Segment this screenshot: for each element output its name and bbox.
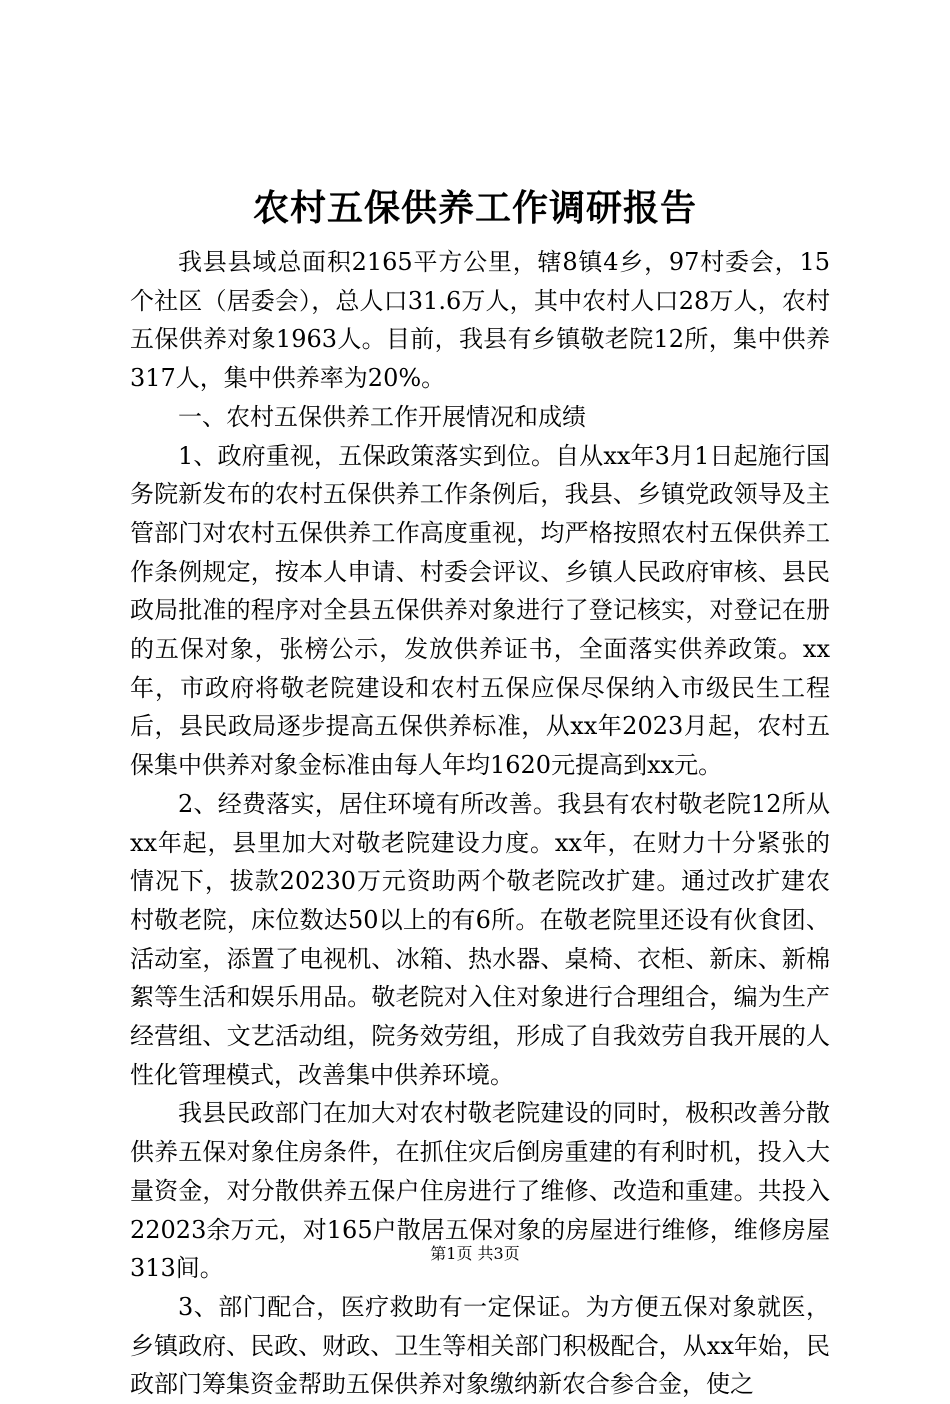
paragraph-housing-repair: 我县民政部门在加大对农村敬老院建设的同时，极积改善分散供养五保对象住房条件，在抓住灾后倒房重建的有利时机，投入大量资金，对分散供养五保户住房进行了维修、改造和重建。共投入22023余万元，对165户散居五保对象的房屋进行维修，维修房屋313间。 (130, 1099, 830, 1283)
paragraph-funding-environment: 2、经费落实，居住环境有所改善。我县有农村敬老院12所从xx年起，县里加大对敬老院建设力度。xx年，在财力十分紧张的情况下，拔款20230万元资助两个敬老院改扩建。通过改扩建农村敬老院，床位数达50以上的有6所。在敬老院里还设有伙食团、活动室，添置了电视机、冰箱、热水器、桌椅、衣柜、新床、新棉絮等生活和娱乐用品。敬老院对入住对象进行合理组合，编为生产经营组、文艺活动组，院务效劳组，形成了自我效劳自我开展的人性化管理模式，改善集中供养环境。 (130, 789, 830, 1089)
document-title: 农村五保供养工作调研报告 (252, 187, 697, 229)
page-footer: 第1页 共3页 (430, 1244, 520, 1263)
paragraph-medical-assistance: 3、部门配合，医疗救助有一定保证。为方便五保对象就医，乡镇政府、民政、财政、卫生等相关部门积极配合，从xx年始，民政部门筹集资金帮助五保供养对象缴纳新农合参合金，使之 (130, 1292, 830, 1399)
section-heading-1: 一、农村五保供养工作开展情况和成绩 (178, 402, 586, 431)
paragraph-government-policy: 1、政府重视，五保政策落实到位。自从xx年3月1日起施行国务院新发布的农村五保供养工作条例后，我县、乡镇党政领导及主管部门对农村五保供养工作高度重视，均严格按照农村五保供养工作条例规定，按本人申请、村委会评议、乡镇人民政府审核、县民政局批准的程序对全县五保供养对象进行了登记核实，对登记在册的五保对象，张榜公示，发放供养证书，全面落实供养政策。xx年，市政府将敬老院建设和农村五保应保尽保纳入市级民生工程后，县民政局逐步提高五保供养标准，从xx年2023月起，农村五保集中供养对象金标准由每人年均1620元提高到xx元。 (130, 441, 830, 780)
paragraph-overview: 我县县域总面积2165平方公里，辖8镇4乡，97村委会，15个社区（居委会），总人口31.6万人，其中农村人口28万人，农村五保供养对象1963人。目前，我县有乡镇敬老院12所，集中供养317人，集中供养率为20%。 (130, 248, 830, 393)
document-body (130, 243, 830, 1404)
